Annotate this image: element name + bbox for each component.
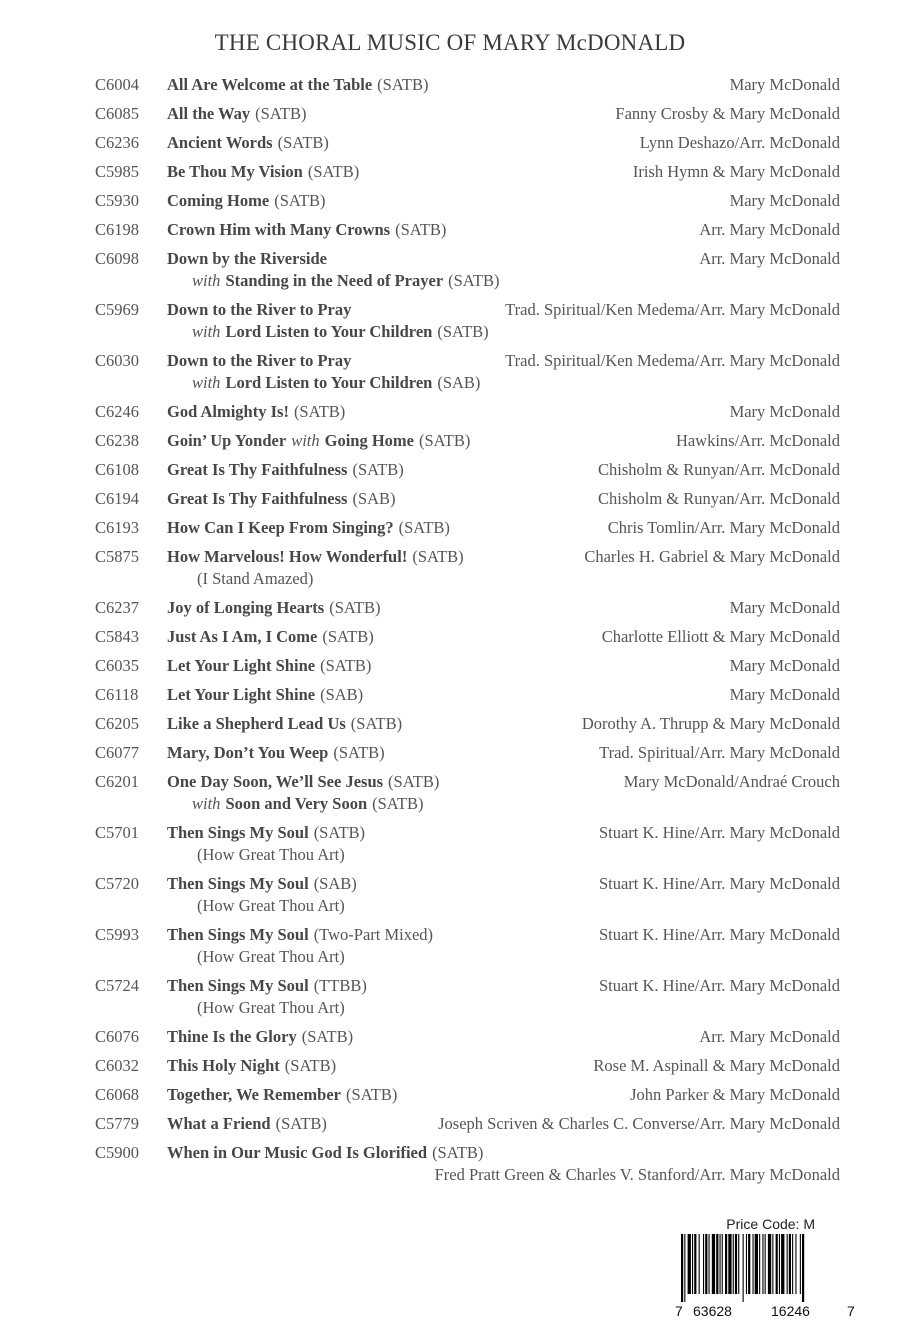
song-title: Coming Home [167, 191, 270, 210]
barcode-bar [795, 1234, 796, 1294]
catalog-code: C6205 [95, 714, 140, 733]
catalog-entry [95, 655, 840, 677]
barcode-bar [709, 1234, 710, 1294]
medley-title: Lord Listen to Your Children [225, 373, 433, 392]
voicing: (SATB) [345, 1085, 398, 1104]
barcode-digits-group1: 63628 [693, 1303, 732, 1319]
voicing: (SATB) [274, 191, 326, 210]
song-title: Goin’ Up Yonder [167, 431, 287, 450]
voicing: (SAB) [313, 874, 357, 893]
composer-credit: Dorothy A. Thrupp & Mary McDonald [581, 714, 840, 733]
barcode-bar [735, 1234, 737, 1294]
song-title: One Day Soon, We’ll See Jesus [167, 772, 384, 791]
catalog-code: C5843 [95, 627, 140, 646]
voicing: (SATB) [255, 104, 307, 123]
voicing: (SATB) [320, 656, 372, 675]
composer-credit: Charles H. Gabriel & Mary McDonald [584, 547, 840, 566]
catalog-entry [95, 103, 840, 125]
voicing: (Two-Part Mixed) [313, 925, 434, 944]
barcode-bar [759, 1234, 760, 1294]
barcode-bar [733, 1234, 734, 1294]
catalog-entry [95, 219, 840, 241]
page-title: THE CHORAL MUSIC OF MARY McDONALD [214, 30, 686, 55]
voicing: (SAB) [352, 489, 396, 508]
medley-title: Lord Listen to Your Children [225, 322, 433, 341]
barcode-bar [705, 1234, 707, 1294]
catalog-code: C6193 [95, 518, 140, 537]
medley-line [192, 321, 840, 343]
voicing: (SATB) [301, 1027, 354, 1046]
composer-credit: Arr. Mary McDonald [699, 249, 840, 268]
barcode-bar [746, 1234, 747, 1294]
catalog-entry [95, 459, 840, 481]
catalog-entry [95, 430, 840, 452]
barcode-bar [762, 1234, 763, 1294]
catalog-code: C6004 [95, 75, 140, 94]
song-title: All the Way [167, 104, 251, 123]
medley-title: Standing in the Need of Prayer [225, 271, 444, 290]
barcode-bar [712, 1234, 715, 1294]
catalog-code: C5701 [95, 823, 140, 842]
catalog-entry [95, 626, 840, 648]
voicing: (SATB) [398, 518, 450, 537]
catalog-entry [95, 248, 840, 292]
catalog-entry [95, 1055, 840, 1077]
voicing: (SATB) [275, 1114, 327, 1133]
catalog-entry [95, 161, 840, 183]
song-title: This Holy Night [167, 1056, 280, 1075]
barcode-bar [800, 1234, 801, 1294]
composer-credit: Fred Pratt Green & Charles V. Stanford/Arr. Mary McDonald [434, 1165, 840, 1184]
voicing: (SATB) [307, 162, 360, 181]
song-title: Down to the River to Pray [167, 300, 352, 319]
song-title: Then Sings My Soul [167, 823, 309, 842]
voicing: (SAB) [320, 685, 364, 704]
voicing: (SATB) [352, 460, 404, 479]
barcode-bar [684, 1234, 685, 1302]
voicing: (SATB) [333, 743, 385, 762]
voicing: (SATB) [277, 133, 329, 152]
song-title: God Almighty Is! [167, 402, 289, 421]
catalog-code: C6237 [95, 598, 140, 617]
composer-credit: Trad. Spiritual/Ken Medema/Arr. Mary McDonald [505, 351, 840, 370]
song-title: Be Thou My Vision [167, 162, 303, 181]
voicing: (SATB) [313, 823, 366, 842]
catalog-code: C6030 [95, 351, 140, 370]
composer-credit: Stuart K. Hine/Arr. Mary McDonald [598, 976, 840, 995]
voicing: (SATB) [419, 431, 471, 450]
composer-credit: Mary McDonald [729, 402, 840, 421]
catalog-entry [95, 401, 840, 423]
barcode-bar [681, 1234, 683, 1302]
voicing: (SATB) [329, 598, 381, 617]
catalog-code: C6085 [95, 104, 140, 123]
voicing: (SAB) [437, 373, 481, 392]
composer-credit: Mary McDonald [729, 75, 840, 94]
barcode-bar [692, 1234, 693, 1294]
with-label: with [192, 794, 221, 813]
barcode-bar [789, 1234, 791, 1294]
composer-credit: Mary McDonald/Andraé Crouch [623, 772, 840, 791]
song-subtitle: (How Great Thou Art) [197, 998, 345, 1017]
catalog-entry [95, 299, 840, 343]
composer-credit: Hawkins/Arr. McDonald [675, 431, 840, 450]
barcode-bar [694, 1234, 696, 1294]
catalog-code: C5720 [95, 874, 140, 893]
catalog-entry [95, 822, 840, 866]
composer-credit: Stuart K. Hine/Arr. Mary McDonald [598, 925, 840, 944]
catalog-entry [95, 1113, 840, 1135]
catalog-entry [95, 488, 840, 510]
barcode-digit-left: 7 [675, 1303, 683, 1319]
catalog-entry [95, 1142, 840, 1186]
composer-credit: Arr. Mary McDonald [699, 220, 840, 239]
catalog-code: C5779 [95, 1114, 140, 1133]
composer-credit: Mary McDonald [729, 191, 840, 210]
catalog-code: C6246 [95, 402, 140, 421]
catalog-code: C6198 [95, 220, 140, 239]
barcode-bar [765, 1234, 766, 1294]
voicing: (SATB) [322, 627, 374, 646]
composer-credit: Fanny Crosby & Mary McDonald [615, 104, 840, 123]
barcode-bar [802, 1234, 804, 1302]
catalog-code: C6076 [95, 1027, 140, 1046]
song-title: Like a Shepherd Lead Us [167, 714, 346, 733]
voicing: (SATB) [448, 271, 500, 290]
song-title: When in Our Music God Is Glorified [167, 1143, 428, 1162]
catalog-entry [95, 684, 840, 706]
barcode-bar [725, 1234, 727, 1294]
catalog-entry [95, 873, 840, 917]
catalog-entry [95, 1026, 840, 1048]
composer-credit: Rose M. Aspinall & Mary McDonald [593, 1056, 840, 1075]
composer-credit: Chisholm & Runyan/Arr. McDonald [598, 489, 840, 508]
catalog-entry [95, 350, 840, 394]
medley-title: Soon and Very Soon [225, 794, 368, 813]
catalog-code: C5969 [95, 300, 140, 319]
barcode-bar [720, 1234, 721, 1294]
with-label: with [192, 373, 221, 392]
barcode-bar [738, 1234, 739, 1294]
catalog-code: C5875 [95, 547, 140, 566]
with-label: with [192, 322, 221, 341]
with-label: with [291, 431, 320, 450]
composer-credit: Chris Tomlin/Arr. Mary McDonald [607, 518, 840, 537]
barcode-digit-right: 7 [847, 1303, 855, 1319]
medley-line [192, 270, 840, 292]
composer-credit: Chisholm & Runyan/Arr. McDonald [598, 460, 840, 479]
song-title: Just As I Am, I Come [167, 627, 318, 646]
barcode-bar [781, 1234, 784, 1294]
barcode-bar [699, 1234, 700, 1294]
barcode-bar [748, 1234, 750, 1294]
barcode-bar [722, 1234, 723, 1294]
voicing: (SATB) [293, 402, 346, 421]
catalog-code: C6032 [95, 1056, 140, 1075]
catalog-code: C5985 [95, 162, 140, 181]
catalog-entry [95, 771, 840, 815]
catalog-entry [95, 597, 840, 619]
voicing: (SATB) [372, 794, 424, 813]
song-title: Joy of Longing Hearts [167, 598, 325, 617]
catalog-entry [95, 975, 840, 1019]
barcode-block [675, 1216, 857, 1324]
voicing: (SATB) [395, 220, 447, 239]
composer-credit: Mary McDonald [729, 685, 840, 704]
barcode-digits-group2: 16246 [771, 1303, 810, 1319]
composer-credit: Stuart K. Hine/Arr. Mary McDonald [598, 823, 840, 842]
medley-line [192, 372, 840, 394]
catalog-code: C6201 [95, 772, 140, 791]
catalog-list [95, 74, 840, 1184]
voicing: (SATB) [350, 714, 403, 733]
voicing: (SATB) [377, 75, 429, 94]
catalog-entry [95, 742, 840, 764]
catalog-entry [95, 924, 840, 968]
barcode-bar [728, 1234, 731, 1294]
composer-credit: Trad. Spiritual/Ken Medema/Arr. Mary McDonald [505, 300, 840, 319]
catalog-code: C5993 [95, 925, 140, 944]
composer-credit: Trad. Spiritual/Arr. Mary McDonald [599, 743, 840, 762]
song-subtitle: (I Stand Amazed) [197, 569, 314, 588]
voicing: (SATB) [412, 547, 464, 566]
song-title: How Marvelous! How Wonderful! [167, 547, 408, 566]
composer-credit: Mary McDonald [729, 598, 840, 617]
barcode-bars [675, 1234, 857, 1304]
song-subtitle: (How Great Thou Art) [197, 845, 345, 864]
song-subtitle: (How Great Thou Art) [197, 896, 345, 915]
voicing: (SATB) [388, 772, 440, 791]
barcode-bar [768, 1234, 771, 1294]
barcode-bar [772, 1234, 773, 1294]
song-title: What a Friend [167, 1114, 271, 1133]
song-title: Then Sings My Soul [167, 976, 309, 995]
barcode-bar [743, 1234, 744, 1302]
catalog-code: C5724 [95, 976, 140, 995]
catalog-code: C6077 [95, 743, 140, 762]
catalog-code: C6098 [95, 249, 140, 268]
catalog-code: C6108 [95, 460, 140, 479]
composer-credit: Arr. Mary McDonald [699, 1027, 840, 1046]
catalog-code: C6118 [95, 685, 139, 704]
voicing: (SATB) [284, 1056, 337, 1075]
song-title: Ancient Words [167, 133, 273, 152]
composer-credit: Joseph Scriven & Charles C. Converse/Arr. Mary McDonald [438, 1114, 840, 1133]
with-label: with [192, 271, 221, 290]
catalog-code: C5930 [95, 191, 140, 210]
barcode-bar [792, 1234, 793, 1294]
composer-credit: Irish Hymn & Mary McDonald [632, 162, 840, 181]
catalog-code: C5900 [95, 1143, 140, 1162]
catalog-entry [95, 132, 840, 154]
song-title: Mary, Don’t You Weep [167, 743, 329, 762]
song-title-secondary: Going Home [324, 431, 414, 450]
catalog-entry [95, 517, 840, 539]
catalog-code: C6194 [95, 489, 140, 508]
composer-credit: Charlotte Elliott & Mary McDonald [601, 627, 840, 646]
barcode-bar [703, 1234, 704, 1294]
song-title: Thine Is the Glory [167, 1027, 297, 1046]
barcode-bar [776, 1234, 778, 1294]
barcode-bar [716, 1234, 718, 1294]
composer-credit: Lynn Deshazo/Arr. McDonald [639, 133, 840, 152]
entry-main [167, 1142, 840, 1164]
song-title: Let Your Light Shine [167, 656, 316, 675]
song-subtitle: (How Great Thou Art) [197, 947, 345, 966]
song-title: Down by the Riverside [167, 249, 327, 268]
song-title: Together, We Remember [167, 1085, 341, 1104]
voicing: (SATB) [437, 322, 489, 341]
song-title: Then Sings My Soul [167, 874, 309, 893]
catalog-entry [95, 713, 840, 735]
catalog-entry [95, 1084, 840, 1106]
composer-credit: Mary McDonald [729, 656, 840, 675]
song-title: Great Is Thy Faithfulness [167, 489, 348, 508]
catalog-code: C6068 [95, 1085, 140, 1104]
barcode-bar [779, 1234, 780, 1294]
song-title: Crown Him with Many Crowns [167, 220, 391, 239]
song-title: How Can I Keep From Singing? [167, 518, 394, 537]
voicing: (SATB) [432, 1143, 484, 1162]
voicing: (TTBB) [313, 976, 367, 995]
catalog-code: C6035 [95, 656, 140, 675]
catalog-entry [95, 190, 840, 212]
barcode-bar [688, 1234, 691, 1294]
barcode [675, 1234, 857, 1324]
song-title: Great Is Thy Faithfulness [167, 460, 348, 479]
catalog-entry [95, 546, 840, 590]
catalog-entry [95, 74, 840, 96]
composer-credit: John Parker & Mary McDonald [630, 1085, 840, 1104]
medley-line [192, 793, 840, 815]
price-code: Price Code: M [726, 1216, 815, 1232]
barcode-bar [753, 1234, 754, 1294]
composer-credit: Stuart K. Hine/Arr. Mary McDonald [598, 874, 840, 893]
song-title: Down to the River to Pray [167, 351, 352, 370]
barcode-bar [787, 1234, 788, 1294]
song-title: Let Your Light Shine [167, 685, 316, 704]
barcode-bar [755, 1234, 758, 1294]
catalog-code: C6236 [95, 133, 140, 152]
catalog-code: C6238 [95, 431, 140, 450]
song-title: All Are Welcome at the Table [167, 75, 373, 94]
song-title: Then Sings My Soul [167, 925, 309, 944]
